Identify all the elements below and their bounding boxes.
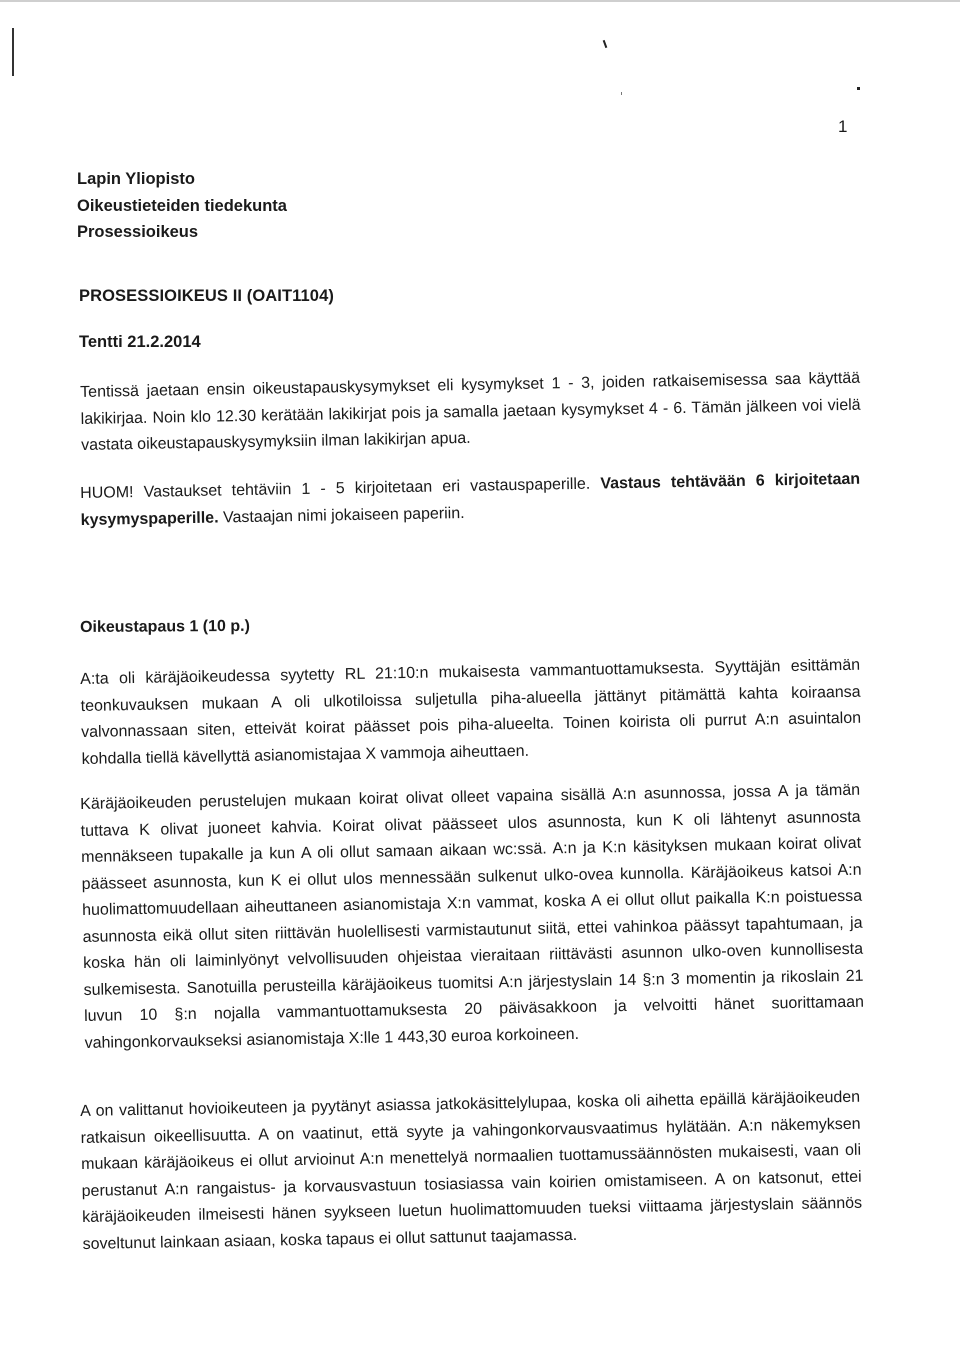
case-paragraph-text: Käräjäoikeuden perustelujen mukaan koirat olivat olleet vapaina sisällä A:n asunnossa, jossa A ja tämän tuttava K olivat juoneet kahvia. Koirat olivat päässeet ulos asunnosta, kun K oli lähtenyt asunnosta mennäkseen tupakalle ja kun A oli ollut samaan aikaan wc:ssä. A:n ja K:n käsityksen mukaan koirat olivat päässeet asunnosta, kun K ei ollut ulos mennessään sulkenut ulko-ovea kunnolla. Käräjäoikeus katsoi A:n huolimattomuudellaan aiheuttaneen asianomistaja X:n vammat, koska A ei ollut ollut paikalla K:n poistuessa asunnosta eikä ollut siten riittävän huolellisesti varmistautunut siitä, ettei vahinkoa päässyt tapahtumaan, ja koska hän oli laiminlyönyt velvollisuuden ohjeistaa vieraitaan riittävästi asunnon ulko-oven kunnollisesta sulkemisesta. Sanotuilla perusteilla käräjäoikeus tuomitsi A:n järjestyslain 14 §:n 3 momentin ja rikoslain 21 luvun 10 §:n nojalla vammantuottamuksesta 20 päiväsakkoon ja velvoitti hänet suorittamaan vahingonkorvaukseksi asianomistaja X:lle 1 443,30 euroa korkoineen. bbox=[80, 781, 865, 1052]
document-header bbox=[77, 166, 287, 246]
scan-speck bbox=[857, 87, 860, 90]
case-paragraph-text: A on valittanut hovioikeuteen ja pyytänyt asiassa jatkokäsittelylupaa, koska oli aihetta epäillä käräjäoikeuden ratkaisun oikeellisuutta. A on vaatinut, että syyte ja vahingonkorvausvaatimus hylätään. A:n näkemyksen mukaan käräjäoikeus ei ollut arvioinut A:n menettelyä normaalien tuottamussäännösten mukaisesti, vaan oli perustanut A:n rangaistus- ja korvausvastuun tosiasiassa vain koirien omistamiseen. A on katsonut, ettei käräjäoikeuden ilmeisesti hänen syykseen luetun huolimattomuuden tueksi viittaama järjestyslain säännös soveltunut lainkaan asiaan, koska tapaus ei ollut sattunut taajamassa. bbox=[80, 1088, 863, 1253]
case-paragraph bbox=[80, 1085, 863, 1258]
university-name: Lapin Yliopisto bbox=[77, 170, 195, 188]
scan-margin-mark bbox=[12, 28, 14, 76]
exam-date: Tentti 21.2.2014 bbox=[79, 333, 201, 351]
scan-speck bbox=[603, 40, 608, 48]
scan-speck bbox=[621, 92, 622, 95]
case-heading: Oikeustapaus 1 (10 p.) bbox=[80, 617, 250, 636]
page-number: 1 bbox=[838, 117, 848, 136]
exam-instructions bbox=[80, 366, 861, 460]
course-title: PROSESSIOIKEUS II (OAIT1104) bbox=[79, 287, 334, 305]
notice-paragraph bbox=[80, 467, 861, 534]
notice-text bbox=[80, 467, 861, 534]
subject-name: Prosessioikeus bbox=[77, 223, 199, 241]
scan-top-edge bbox=[0, 0, 960, 2]
notice-tail: Vastaajan nimi jokaiseen paperiin. bbox=[218, 504, 465, 526]
notice-bold: Vastaus tehtävään 6 kirjoitetaan kysymyspaperille. bbox=[80, 470, 861, 529]
case-paragraph bbox=[80, 778, 865, 1057]
notice-lead: HUOM! Vastaukset tehtäviin 1 - 5 kirjoitetaan eri vastauspaperille. bbox=[80, 475, 601, 502]
instructions-text: Tentissä jaetaan ensin oikeustapauskysymykset eli kysymykset 1 - 3, joiden ratkaisemisessa saa käyttää lakikirjaa. Noin klo 12.30 kerätään lakikirjat pois ja samalla jaetaan kysymykset 4 - 6. Tämän jälkeen voi vielä vastata oikeustapauskysymyksiin ilman lakikirjan apua. bbox=[80, 369, 861, 454]
case-paragraph-text: A:ta oli käräjäoikeudessa syytetty RL 21:10:n mukaisesta vammantuottamuksesta. Syyttäjän esittämän teonkuvauksen mukaan A oli ulkotiloissa suljetulla piha-alueella jättänyt pitämättä kahta koiraansa valvonnassaan siten, etteivät koirat päässet pois piha-alueelta. Toinen koirista oli purrut A:n asuintalon kohdalla tiellä kävellyttä asianomistajaa X vammoja aiheuttaen. bbox=[80, 656, 862, 768]
faculty-name: Oikeustieteiden tiedekunta bbox=[77, 196, 287, 215]
case-paragraph bbox=[80, 653, 862, 773]
